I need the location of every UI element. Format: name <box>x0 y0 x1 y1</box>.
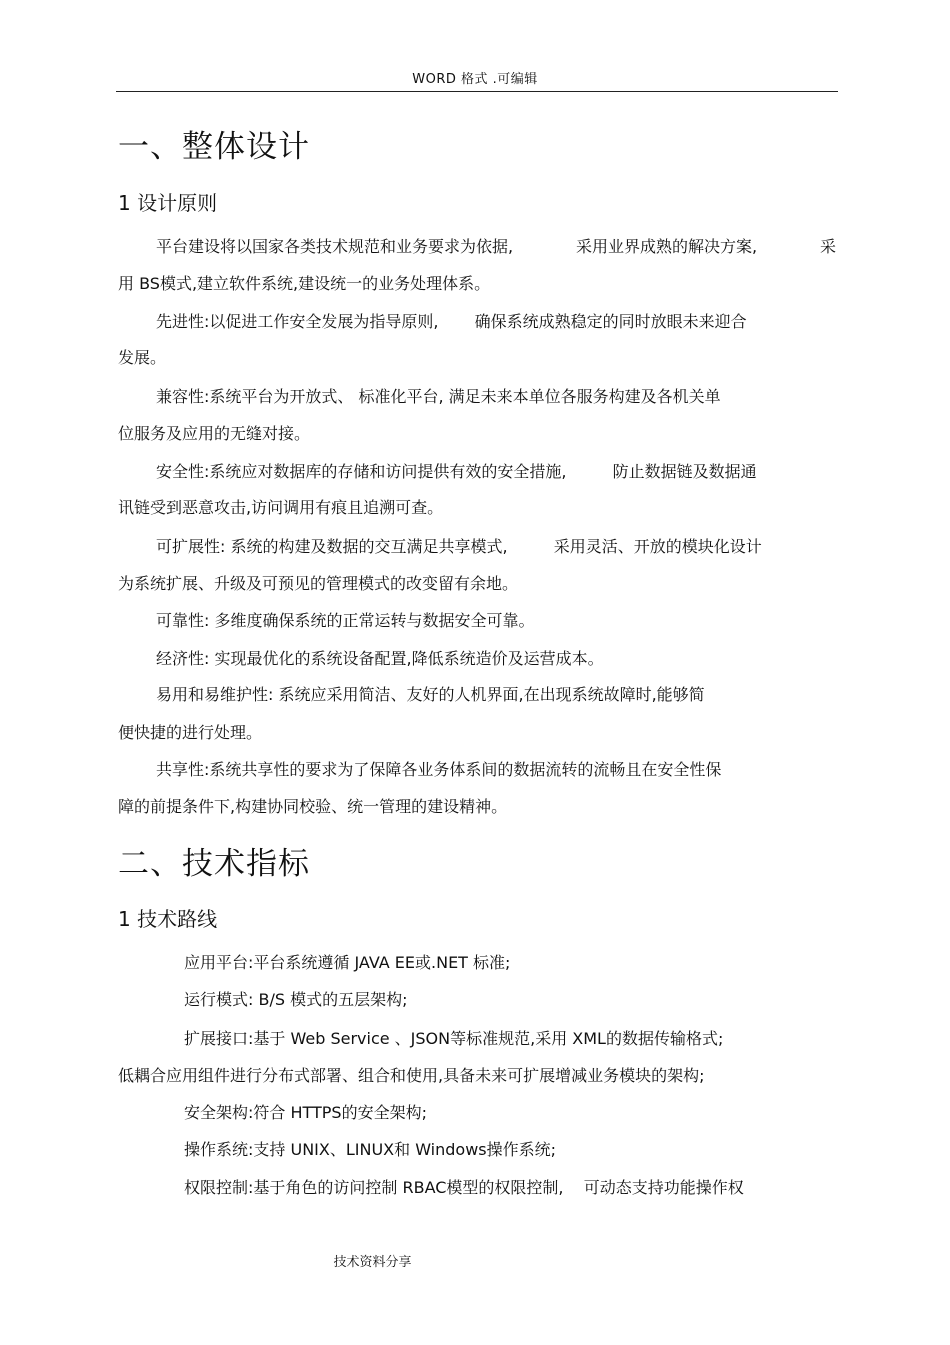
para9-line1: 共享性:系统共享性的要求为了保障各业务体系间的数据流转的流畅且在安全性保 <box>156 760 722 779</box>
tech-item-permission-part-b: 可动态支持功能操作权 <box>583 1178 744 1197</box>
tech-item-os: 操作系统:支持 UNIX、LINUX和 Windows操作系统; <box>184 1140 557 1159</box>
para6-line1: 可靠性: 多维度确保系统的正常运转与数据安全可靠。 <box>156 611 535 630</box>
section1-heading: 一、整体设计 <box>118 129 310 165</box>
para5-line1-part-b: 采用灵活、开放的模块化设计 <box>553 537 762 556</box>
para1-line1-part-a: 平台建设将以国家各类技术规范和业务要求为依据, <box>156 237 514 256</box>
page-header: WORD 格式 .可编辑 <box>412 72 538 87</box>
tech-item-platform: 应用平台:平台系统遵循 JAVA EE或.NET 标准; <box>184 953 511 972</box>
para8-line2: 便快捷的进行处理。 <box>118 723 263 742</box>
para2-line1-part-b: 确保系统成熟稳定的同时放眼未来迎合 <box>474 312 747 331</box>
para1-line1 <box>156 237 836 257</box>
para9-line2: 障的前提条件下,构建协同校验、统一管理的建设精神。 <box>118 797 508 816</box>
para3-line1: 兼容性:系统平台为开放式、 标准化平台, 满足未来本单位各服务构建及各机关单 <box>156 387 721 406</box>
section2-heading: 二、技术指标 <box>118 846 310 882</box>
para4-line1 <box>156 462 757 482</box>
tech-item-run-mode: 运行模式: B/S 模式的五层架构; <box>184 990 408 1009</box>
header-divider <box>116 91 838 92</box>
para4-line2: 讯链受到恶意攻击,访问调用有痕且追溯可查。 <box>118 498 444 517</box>
para5-line1 <box>156 537 762 557</box>
tech-item-interface-line1: 扩展接口:基于 Web Service 、JSON等标准规范,采用 XML的数据传输格式; <box>184 1029 724 1048</box>
section2-subheading: 1 技术路线 <box>118 907 218 931</box>
tech-item-interface-line2: 低耦合应用组件进行分布式部署、组合和使用,具备未来可扩展增减业务模块的架构; <box>118 1066 705 1085</box>
page-footer: 技术资料分享 <box>333 1255 412 1270</box>
para4-line1-part-b: 防止数据链及数据通 <box>612 462 757 481</box>
para1-line1-part-b: 采用业界成熟的解决方案, <box>575 237 758 256</box>
para5-line2: 为系统扩展、升级及可预见的管理模式的改变留有余地。 <box>118 574 519 593</box>
tech-item-security: 安全架构:符合 HTTPS的安全架构; <box>184 1103 427 1122</box>
para7-line1: 经济性: 实现最优化的系统设备配置,降低系统造价及运营成本。 <box>156 649 604 668</box>
para5-line1-part-a: 可扩展性: 系统的构建及数据的交互满足共享模式, <box>156 537 508 556</box>
para1-line2: 用 BS模式,建立软件系统,建设统一的业务处理体系。 <box>118 274 491 293</box>
para3-line2: 位服务及应用的无缝对接。 <box>118 424 311 443</box>
tech-item-permission <box>184 1178 744 1198</box>
para2-line1 <box>156 312 747 332</box>
para2-line2: 发展。 <box>118 348 167 367</box>
para2-line1-part-a: 先进性:以促进工作安全发展为指导原则, <box>156 312 439 331</box>
para4-line1-part-a: 安全性:系统应对数据库的存储和访问提供有效的安全措施, <box>156 462 567 481</box>
section1-subheading: 1 设计原则 <box>118 191 218 215</box>
para8-line1: 易用和易维护性: 系统应采用简洁、友好的人机界面,在出现系统故障时,能够简 <box>156 685 705 704</box>
para1-line1-part-c: 采 <box>819 237 836 256</box>
tech-item-permission-part-a: 权限控制:基于角色的访问控制 RBAC模型的权限控制, <box>184 1178 564 1197</box>
